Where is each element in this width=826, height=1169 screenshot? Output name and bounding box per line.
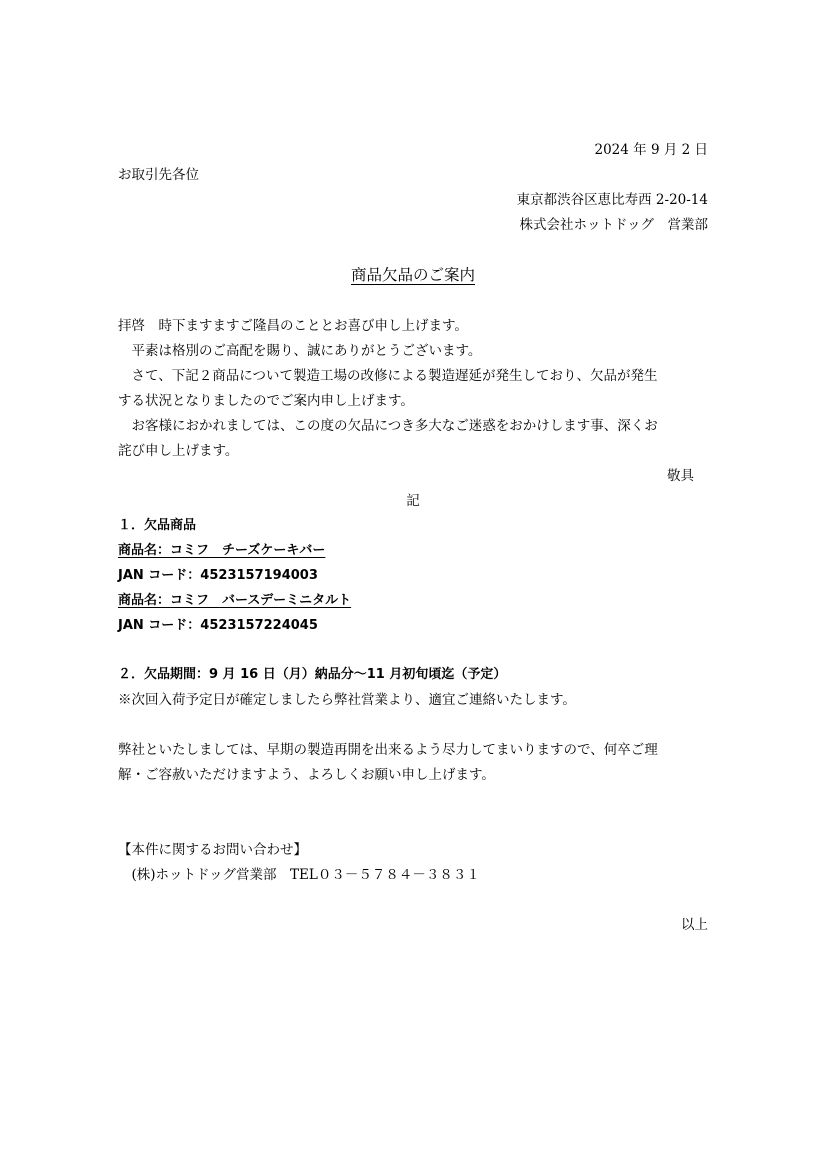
recipient: お取引先各位 (118, 167, 199, 183)
paragraph-2-line-2: 詫び申し上げます。 (118, 443, 239, 459)
sender-address: 東京都渋谷区恵比寿西 2-20-14 (516, 192, 708, 208)
product-name: 商品名：コミフ チーズケーキバー (118, 543, 326, 558)
thanks-line: 平素は格別のご高配を賜り、誠にありがとうございます。 (118, 343, 482, 359)
document-title: 商品欠品のご案内 (350, 266, 475, 284)
sender-company: 株式会社ホットドッグ 営業部 (519, 217, 708, 233)
apology-line-1: 弊社といたしましては、早期の製造再開を出来るよう尽力してまいりますので、何卒ご理 (118, 742, 658, 758)
contact-detail: (株)ホットドッグ営業部 TEL０３－５７８４－３８３１ (118, 867, 480, 883)
paragraph-1-line-1: さて、下記２商品について製造工場の改修による製造遅延が発生しており、欠品が発生 (118, 368, 658, 384)
items-heading: １．欠品商品 (118, 518, 197, 533)
apology-line-2: 解・ご容赦いただけますよう、よろしくお願い申し上げます。 (118, 767, 495, 783)
letter-date: 2024 年 9 月 2 日 (594, 142, 708, 158)
product-jan: JAN コード：4523157224045 (118, 618, 318, 633)
contact-heading: 【本件に関するお問い合わせ】 (118, 842, 307, 858)
product-jan: JAN コード：4523157194003 (118, 568, 318, 583)
paragraph-1-line-2: する状況となりましたのでご案内申し上げます。 (118, 393, 414, 409)
product-name: 商品名：コミフ バースデーミニタルト (118, 593, 352, 608)
end-mark: 以上 (681, 917, 708, 933)
period-note: ※次回入荷予定日が確定しましたら弊社営業より、適宜ご連絡いたします。 (118, 692, 576, 708)
paragraph-2-line-1: お客様におかれましては、この度の欠品につき多大なご迷惑をおかけします事、深くお (118, 418, 658, 434)
closing-keigu: 敬具 (667, 468, 694, 484)
period-heading: ２．欠品期間：9 月 16 日（月）納品分〜11 月初旬頃迄（予定） (118, 667, 507, 682)
ki-marker: 記 (406, 493, 420, 509)
greeting: 拝啓 時下ますますご隆昌のこととお喜び申し上げます。 (118, 318, 468, 334)
